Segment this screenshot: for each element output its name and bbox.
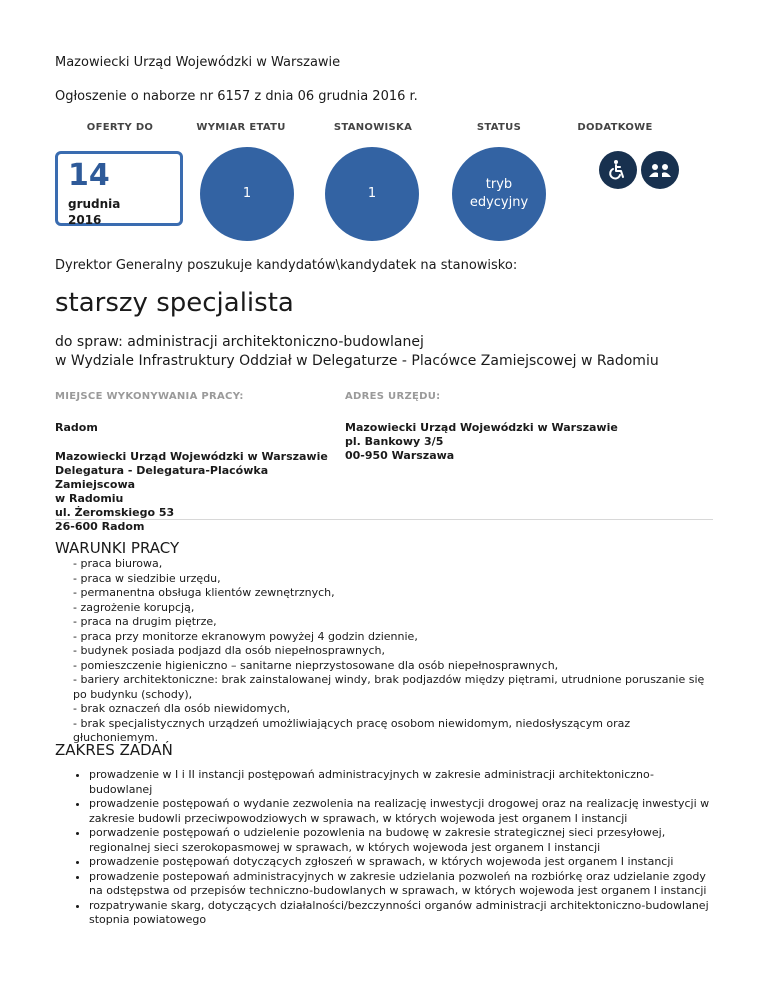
conditions-title: WARUNKI PRACY	[55, 539, 180, 557]
etat-value: 1	[242, 186, 252, 201]
etat-circle	[200, 147, 294, 241]
position-scope: do spraw: administracji architektoniczno-budowlanej	[55, 334, 424, 350]
conditions-item: - praca w siedzibie urzędu,	[73, 571, 221, 585]
announcement-line: Ogłoszenie o naborze nr 6157 z dnia 06 grudnia 2016 r.	[55, 89, 418, 104]
office-address-line: pl. Bankowy 3/5	[345, 435, 444, 448]
deadline-day: 14	[68, 158, 110, 193]
tasks-item: • prowadzenie postepowań administracyjnych w zakresie udzielania pozwoleń na rozbiórkę oraz udzielanie zgody na odstępstwa od przepisów techniczno-budowlanych w sprawach, w których wojewoda jest organem I instancji	[89, 870, 713, 899]
tasks-item: • prowadzenie w I i II instancji postępowań administracyjnych w zakresie administracji architektoniczno-budowlanej	[89, 768, 713, 797]
conditions-item: - zagrożenie korupcją,	[73, 600, 195, 614]
conditions-item: - praca na drugim piętrze,	[73, 615, 217, 628]
position-title: starszy specjalista	[55, 288, 294, 318]
conditions-item: - budynek posiada podjazd dla osób niepełnosprawnych,	[73, 644, 386, 657]
tasks-title: ZAKRES ZADAŃ	[55, 741, 173, 759]
status-line-1: tryb	[485, 177, 513, 192]
tasks-item: • rozpatrywanie skarg, dotyczących działalności/bezczynności organów administracji architektoniczno-budowlanej stopnia powiatowego	[89, 899, 713, 928]
col-head-etat: WYMIAR ETATU	[196, 122, 286, 133]
institution-name: Mazowiecki Urząd Wojewódzki w Warszawie	[55, 55, 341, 70]
col-head-status: STATUS	[476, 122, 522, 133]
work-place-label: MIEJSCE WYKONYWANIA PRACY:	[55, 391, 244, 402]
people-icon	[641, 151, 679, 189]
conditions-list	[73, 557, 713, 746]
status-circle	[452, 147, 546, 241]
conditions-item: - praca przy monitorze ekranowym powyżej 4 godzin dziennie,	[73, 629, 418, 643]
conditions-item: - pomieszczenie higieniczno – sanitarne nieprzystosowane dla osób niepełnosprawnych,	[73, 658, 559, 672]
intro-text: Dyrektor Generalny poszukuje kandydatów\kandydatek na stanowisko:	[55, 258, 518, 273]
conditions-item: - praca biurowa,	[73, 557, 163, 570]
deadline-month: grudnia	[68, 197, 121, 211]
positions-value: 1	[367, 186, 377, 201]
work-address-line: 26-600 Radom	[55, 520, 145, 533]
work-city: Radom	[55, 421, 98, 434]
office-address-label: ADRES URZĘDU:	[345, 391, 441, 402]
positions-circle	[325, 147, 419, 241]
work-address-line: Delegatura - Delegatura-Placówka Zamiejscowa	[55, 464, 269, 491]
deadline-date-box	[55, 151, 183, 226]
position-unit: w Wydziale Infrastruktury Oddział w Delegaturze - Placówce Zamiejscowej w Radomiu	[55, 353, 659, 369]
conditions-item: - permanentna obsługa klientów zewnętrznych,	[73, 586, 335, 599]
conditions-item: - brak specjalistycznych urządzeń umożliwiających pracę osobom niewidomym, niedosłyszącym oraz głuchoniemym.	[73, 716, 631, 744]
tasks-item: • prowadzenie postępowań dotyczących zgłoszeń w sprawach, w których wojewoda jest organem I instancji	[89, 855, 713, 870]
tasks-item: • porwadzenie postępowań o udzielenie pozowlenia na budowę w zakresie strategicznej sieci przesyłowej, regionalnej sieci szerokopasmowej w sprawach, w których wojewoda jest organem I instancji	[89, 826, 713, 855]
wheelchair-accessibility-svg	[606, 158, 630, 182]
col-head-positions: STANOWISKA	[333, 122, 413, 133]
work-address-line: w Radomiu	[55, 492, 124, 505]
deadline-month-year	[68, 196, 120, 228]
section-divider	[55, 519, 713, 520]
tasks-item: • prowadzenie postępowań o wydanie zezwolenia na realizację inwestycji drogowej oraz na realizację inwestycji w zakresie budowli przeciwpowodziowych w sprawach, w których wojewoda jest organem I instancji	[89, 797, 713, 826]
deadline-year: 2016	[68, 213, 102, 227]
status-line-2: edycyjny	[469, 195, 529, 210]
office-address	[345, 421, 705, 463]
people-svg	[647, 158, 673, 182]
work-address	[55, 450, 345, 534]
office-address-line: Mazowiecki Urząd Wojewódzki w Warszawie	[345, 421, 618, 434]
wheelchair-accessibility-icon	[599, 151, 637, 189]
col-head-extras: DODATKOWE	[577, 122, 653, 133]
work-address-line: ul. Żeromskiego 53	[55, 506, 175, 519]
tasks-list	[73, 768, 713, 928]
conditions-item: - brak oznaczeń dla osób niewidomych,	[73, 702, 291, 715]
office-address-line: 00-950 Warszawa	[345, 449, 455, 462]
conditions-item: - bariery architektoniczne: brak zainstalowanej windy, brak podjazdów między piętrami, utrudnione poruszanie się po budynku (schody),	[73, 673, 705, 701]
col-head-deadline: OFERTY DO	[86, 122, 154, 133]
status-text	[470, 176, 528, 212]
work-address-line: Mazowiecki Urząd Wojewódzki w Warszawie	[55, 450, 328, 463]
